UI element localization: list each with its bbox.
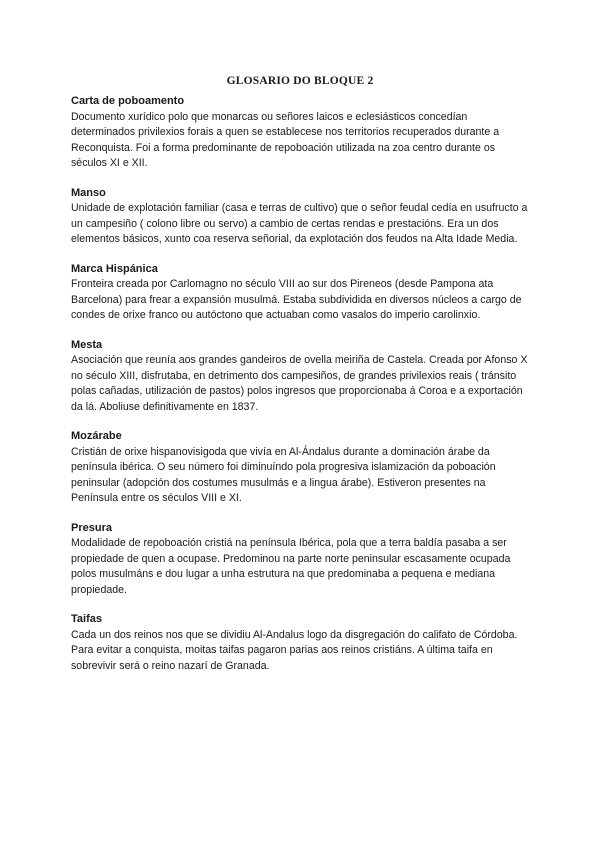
glossary-definition: Unidade de explotación familiar (casa e terras de cultivo) que o señor feudal cedía en usufructo a un campesiño ( colono libre ou servo) a cambio de certas rendas e prestacións. Era un dos elementos básicos, xunto coa reserva señorial, da explotación dos feudos na Alta Idade Media. (71, 202, 528, 245)
glossary-term: Marca Hispánica (71, 262, 158, 275)
glossary-definition: Documento xurídico polo que monarcas ou señores laicos e eclesiásticos concedían determinados privilexios forais a quen se establecese nos territorios recuperados durante a Reconquista. Foi a forma predominante de repoboación utilizada na zoa centro durante os séculos XI e XII. (71, 110, 500, 169)
glossary-entry-manso (71, 186, 533, 248)
glossary-entry-marca-hispanica (71, 262, 533, 324)
glossary-term: Taifas (71, 613, 102, 625)
glossary-term: Mozárabe (71, 430, 122, 442)
glossary-entry-taifas (71, 612, 533, 674)
glossary-list (71, 94, 533, 688)
document-title: GLOSARIO DO BLOQUE 2 (226, 75, 374, 87)
glossary-term: Manso (71, 186, 106, 199)
glossary-entry-presura (71, 521, 533, 599)
glossary-entry-mesta (71, 338, 533, 416)
glossary-entry-mozarabe (71, 429, 533, 507)
glossary-term: Mesta (71, 338, 103, 351)
glossary-definition: Asociación que reunía aos grandes gandeiros de ovella meiriña de Castela. Creada por Afonso X no século XIII, disfrutaba, en detrimento dos campesiños, de grandes privilexios reais ( tránsito polas cañadas, utilización de pastos) polos ingresos que proporcionaba á Coroa e a exportación da lá. Aboliuse definitivamente en 1837. (71, 354, 528, 413)
glossary-term: Presura (71, 521, 112, 534)
glossary-definition: Cristián de orixe hispanovisigoda que vivía en Al-Ándalus durante a dominación árabe da península ibérica. O seu número foi diminuíndo pola progresiva islamización da poboación peninsular (adopción dos costumes musulmás e a lingua árabe). Estiveron presentes na Península entre os séculos VIII e XI. (71, 445, 496, 504)
glossary-term: Carta de poboamento (71, 95, 185, 107)
glossary-definition: Cada un dos reinos nos que se dividiu Al-Andalus logo da disgregación do califato de Córdoba. Para evitar a conquista, moitas taifas pagaron parias aos reinos cristiáns. A última taifa en sobrevivir será o reino nazarí de Granada. (71, 628, 518, 672)
glossary-definition: Fronteira creada por Carlomagno no século VIII ao sur dos Pireneos (desde Pampona ata Barcelona) para frear a expansión musulmá. Estaba subdividida en diversos núcleos a cargo de condes de orixe franco ou autóctono que actuaban como vasalos do imperio carolinxio. (71, 278, 522, 321)
glossary-entry-carta-de-poboamento (71, 94, 533, 172)
glossary-definition: Modalidade de repoboación cristiá na península Ibérica, pola que a terra baldía pasaba a ser propiedade de quen a ocupase. Predominou na parte norte peninsular escasamente ocupada polos musulmáns e dou lugar a unha estrutura na que predominaba a pequena e mediana propiedade. (71, 537, 511, 596)
